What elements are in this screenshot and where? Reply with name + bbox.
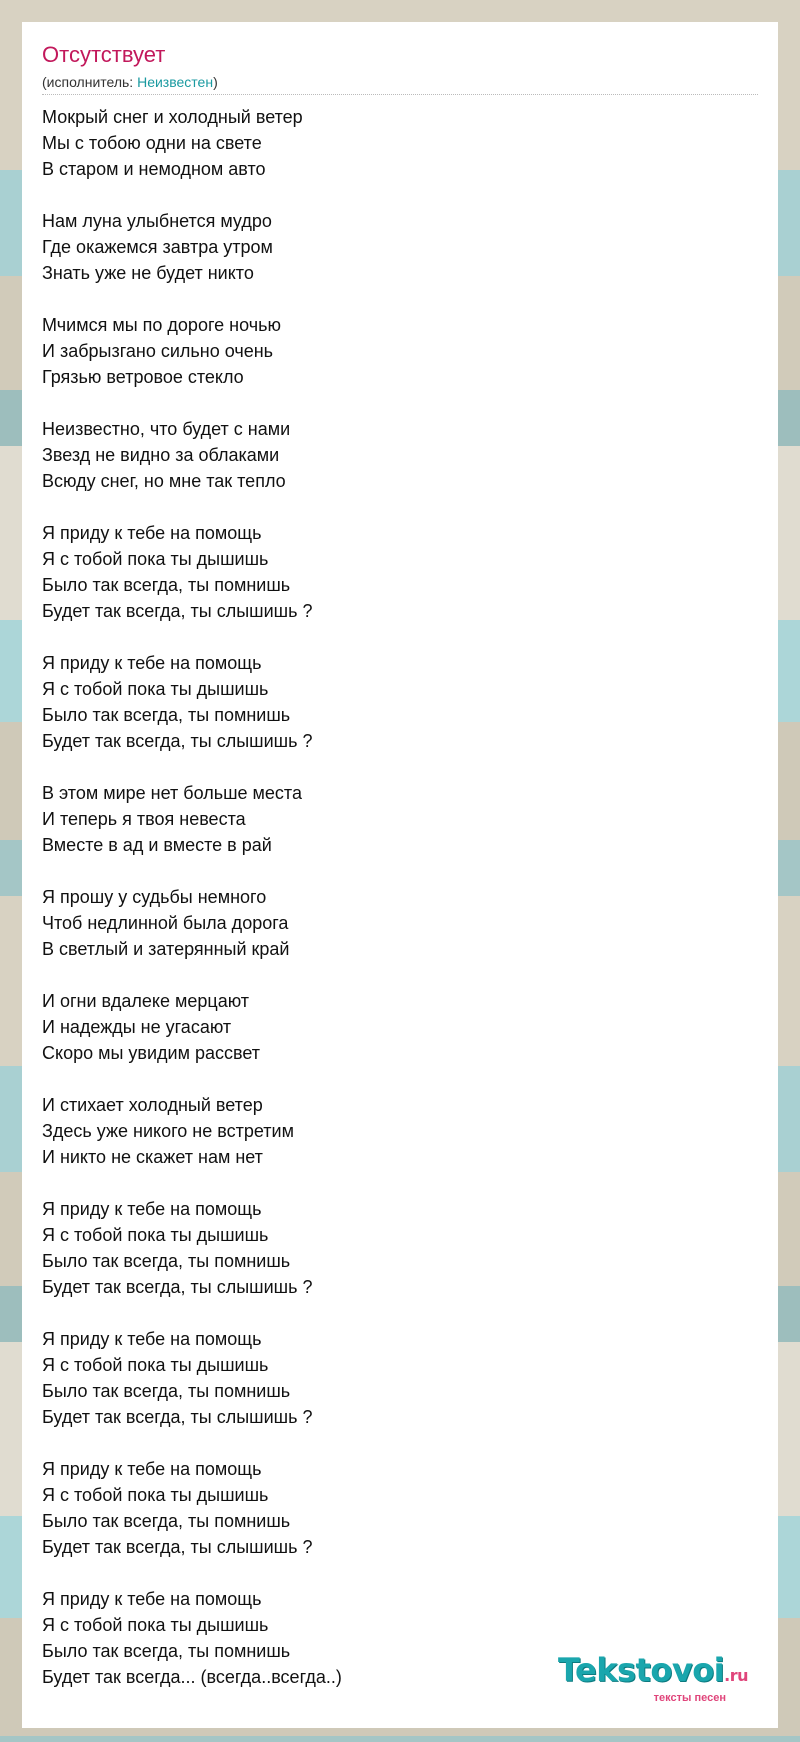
lyrics-line: В этом мире нет больше места (42, 783, 302, 803)
lyrics-stanza (42, 1092, 742, 1170)
lyrics-line: Было так всегда, ты помнишь (42, 1251, 291, 1271)
lyrics-line: И никто не скажет нам нет (42, 1147, 263, 1167)
lyrics-line: В светлый и затерянный край (42, 939, 290, 959)
lyrics-stanza (42, 312, 742, 390)
lyrics-stanza (42, 988, 742, 1066)
lyrics-line: Мокрый снег и холодный ветер (42, 107, 303, 127)
artist-link[interactable]: Неизвестен (137, 74, 214, 90)
lyrics-line: Было так всегда, ты помнишь (42, 1641, 291, 1661)
lyrics-stanza (42, 416, 742, 494)
lyrics-stanza (42, 650, 742, 754)
lyrics-line: Я приду к тебе на помощь (42, 1199, 262, 1219)
lyrics-line: Вместе в ад и вместе в рай (42, 835, 272, 855)
lyrics-line: Будет так всегда, ты слышишь ? (42, 1407, 313, 1427)
lyrics-line: Я приду к тебе на помощь (42, 1589, 262, 1609)
lyrics-line: Грязью ветровое стекло (42, 367, 244, 387)
lyrics-line: Здесь уже никого не встретим (42, 1121, 294, 1141)
lyrics-line: Я приду к тебе на помощь (42, 653, 262, 673)
lyrics-line: Было так всегда, ты помнишь (42, 705, 291, 725)
logo-wordmark (557, 1651, 748, 1692)
lyrics-stanza (42, 884, 742, 962)
artist-suffix: ) (213, 74, 218, 90)
lyrics-line: И теперь я твоя невеста (42, 809, 246, 829)
lyrics-line: Мчимся мы по дороге ночью (42, 315, 281, 335)
lyrics-stanza (42, 104, 742, 182)
lyrics-line: Будет так всегда, ты слышишь ? (42, 1537, 313, 1557)
lyrics-line: И стихает холодный ветер (42, 1095, 263, 1115)
lyrics-stanza (42, 208, 742, 286)
lyrics-line: Я с тобой пока ты дышишь (42, 1485, 269, 1505)
logo-main-text: Tekstovoi (557, 1651, 725, 1689)
lyrics-stanza (42, 1456, 742, 1560)
lyrics-line: Было так всегда, ты помнишь (42, 1381, 291, 1401)
lyrics-line: И огни вдалеке мерцают (42, 991, 250, 1011)
lyrics-line: Скоро мы увидим рассвет (42, 1043, 261, 1063)
lyrics-line: Я с тобой пока ты дышишь (42, 549, 269, 569)
lyrics-line: Всюду снег, но мне так тепло (42, 471, 286, 491)
logo-tagline: тексты песен (653, 1692, 726, 1704)
lyrics-line: Неизвестно, что будет с нами (42, 419, 291, 439)
site-logo[interactable] (557, 1651, 748, 1704)
lyrics-line: Будет так всегда, ты слышишь ? (42, 731, 313, 751)
title-divider (42, 94, 758, 95)
lyrics-line: Где окажемся завтра утром (42, 237, 273, 257)
artist-prefix: (исполнитель: (42, 74, 138, 90)
lyrics-stanza (42, 520, 742, 624)
lyrics-line: И надежды не угасают (42, 1017, 232, 1037)
lyrics-stanza (42, 780, 742, 858)
lyrics-line: Знать уже не будет никто (42, 263, 254, 283)
lyrics-stanza (42, 1196, 742, 1300)
lyrics-line: Будет так всегда, ты слышишь ? (42, 1277, 313, 1297)
lyrics-line: Я с тобой пока ты дышишь (42, 1355, 269, 1375)
lyrics-body (42, 104, 742, 1690)
lyrics-line: Звезд не видно за облаками (42, 445, 280, 465)
lyrics-line: Я приду к тебе на помощь (42, 1459, 262, 1479)
lyrics-line: Я с тобой пока ты дышишь (42, 1615, 269, 1635)
lyrics-stanza (42, 1326, 742, 1430)
song-title: Отсутствует (42, 42, 166, 67)
lyrics-line: Я с тобой пока ты дышишь (42, 1225, 269, 1245)
lyrics-line: Я приду к тебе на помощь (42, 1329, 262, 1349)
lyrics-line: В старом и немодном авто (42, 159, 266, 179)
lyrics-line: Нам луна улыбнется мудро (42, 211, 272, 231)
lyrics-card (22, 22, 778, 1728)
lyrics-line: Я с тобой пока ты дышишь (42, 679, 269, 699)
lyrics-line: Мы с тобою одни на свете (42, 133, 262, 153)
lyrics-line: Я приду к тебе на помощь (42, 523, 262, 543)
lyrics-line: Будет так всегда... (всегда..всегда..) (42, 1667, 342, 1687)
logo-tld: .ru (724, 1666, 748, 1685)
lyrics-line: И забрызгано сильно очень (42, 341, 274, 361)
lyrics-line: Я прошу у судьбы немного (42, 887, 267, 907)
lyrics-line: Было так всегда, ты помнишь (42, 1511, 291, 1531)
lyrics-line: Было так всегда, ты помнишь (42, 575, 291, 595)
artist-line (42, 74, 218, 90)
lyrics-line: Чтоб недлинной была дорога (42, 913, 289, 933)
lyrics-line: Будет так всегда, ты слышишь ? (42, 601, 313, 621)
